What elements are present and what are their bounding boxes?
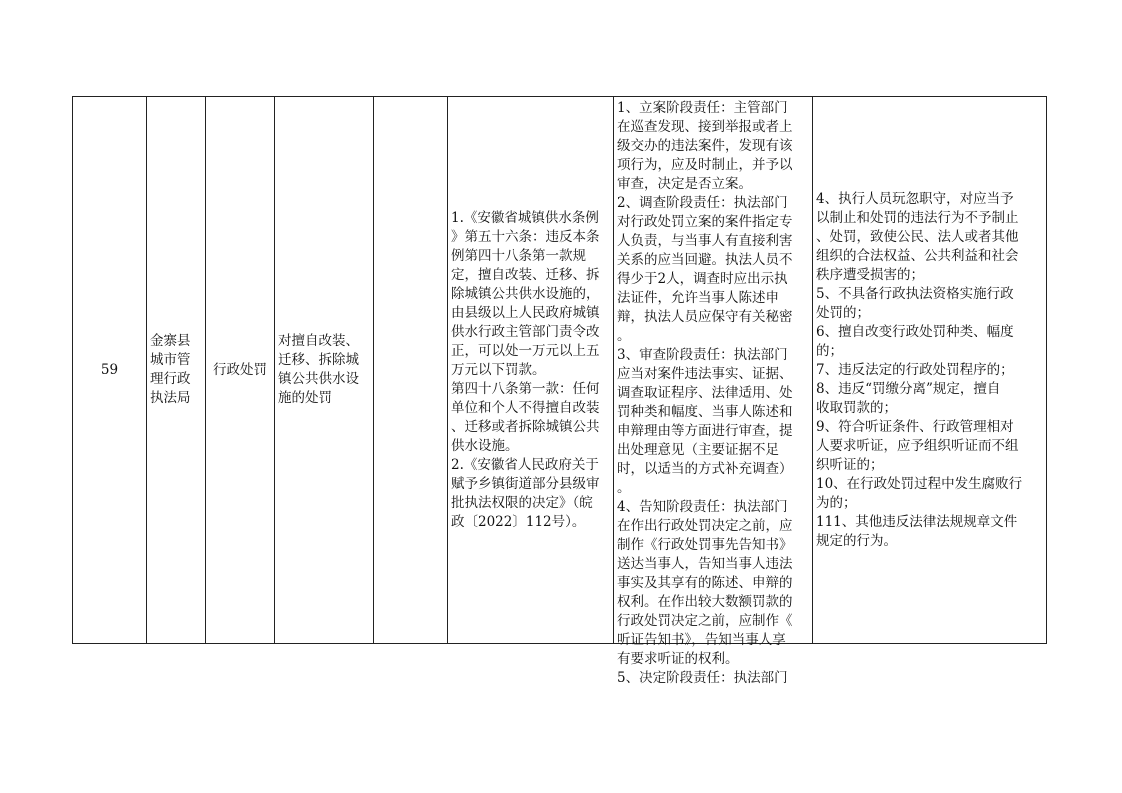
- duty-line: 权利。在作出较大数额罚款的: [617, 594, 793, 610]
- legal-basis-line: 由县级以上人民政府城镇: [451, 304, 600, 321]
- item-name-line: 施的处罚: [278, 390, 332, 406]
- accountability-line: 5、不具备行政执法资格实施行政: [816, 285, 1014, 302]
- accountability-line: 111、其他违反法律法规规章文件: [816, 513, 1018, 530]
- duty-line: 审查，决定是否立案。: [617, 176, 752, 192]
- duty-line: 。: [617, 480, 631, 496]
- duties-cell: [614, 97, 813, 686]
- legal-basis-text: [451, 209, 610, 532]
- category-cell: [206, 97, 275, 644]
- legal-basis-line: 批执法权限的决定》（皖: [451, 494, 593, 511]
- accountability-line: 组织的合法权益、公共利益和社会: [816, 247, 1019, 264]
- duty-line: 法证件，允许当事人陈述申: [617, 290, 779, 306]
- duty-line: 3、审查阶段责任：执法部门: [617, 347, 788, 363]
- legal-basis-line: 万元以下罚款。: [451, 361, 546, 378]
- department-cell: [147, 97, 206, 644]
- accountability-line: 10、在行政处罚过程中发生腐败行: [816, 475, 1023, 492]
- legal-basis-line: 赋予乡镇街道部分县级审: [451, 475, 600, 492]
- legal-basis-line: 除城镇公共供水设施的，: [451, 285, 600, 302]
- item-name-line: 镇公共供水设: [278, 371, 359, 387]
- duty-line: 听证告知书》，告知当事人享: [617, 632, 786, 648]
- row-number-cell: [73, 97, 147, 644]
- duty-line: 出处理意见（主要证据不足: [617, 442, 779, 458]
- accountability-line: 7、违反法定的行政处罚程序的；: [816, 361, 1014, 378]
- department-line: 金寨县: [150, 333, 191, 349]
- duty-line: 人负责，与当事人有直接利害: [617, 233, 793, 249]
- item-name-line: 迁移、拆除城: [278, 352, 359, 368]
- legal-basis-line: 、迁移或者拆除城镇公共: [451, 418, 600, 435]
- legal-basis-line: 定，擅自改装、迁移、拆: [451, 266, 600, 283]
- accountability-line: 的；: [816, 342, 843, 359]
- legal-basis-line: 供水设施。: [451, 437, 519, 454]
- accountability-line: 收取罚款的；: [816, 399, 897, 416]
- category-text: 行政处罚: [213, 361, 267, 378]
- legal-basis-line: 供水行政主管部门责令改: [451, 323, 600, 340]
- accountability-line: 8、违反“罚缴分离”规定，擅自: [816, 380, 1001, 397]
- accountability-line: 为的；: [816, 494, 857, 511]
- duty-line: 1、立案阶段责任：主管部门: [617, 100, 788, 116]
- accountability-line: 秩序遭受损害的；: [816, 266, 924, 283]
- duty-line: 申辩理由等方面进行审查，提: [617, 423, 793, 439]
- duty-line: 时，以适当的方式补充调查）: [617, 461, 793, 477]
- duty-line: 行政处罚决定之前，应制作《: [617, 613, 793, 629]
- duty-line: 得少于2人，调查时应出示执: [617, 271, 788, 287]
- duty-line: 调查取证程序、法律适用、处: [617, 385, 793, 401]
- accountability-line: 以制止和处罚的违法行为不予制止: [816, 209, 1019, 226]
- duty-line: 4、告知阶段责任：执法部门: [617, 499, 788, 515]
- accountability-line: 4、执行人员玩忽职守，对应当予: [816, 190, 1014, 207]
- legal-basis-line: 2.《安徽省人民政府关于: [451, 456, 599, 473]
- duty-line: 在巡查发现、接到举报或者上: [617, 119, 793, 135]
- department-line: 执法局: [150, 390, 191, 406]
- duty-line: 有要求听证的权利。: [617, 651, 739, 667]
- accountability-text: [816, 190, 1043, 551]
- legal-basis-cell: [448, 97, 614, 644]
- duty-line: 送达当事人，告知当事人违法: [617, 556, 793, 572]
- legal-basis-line: 》第五十六条：违反本条: [451, 228, 600, 245]
- accountability-line: 处罚的；: [816, 304, 870, 321]
- duty-line: 。: [617, 328, 631, 344]
- duty-line: 制作《行政处罚事先告知书》: [617, 537, 793, 553]
- authority-list-table: [72, 96, 1047, 686]
- row-number: 59: [100, 361, 119, 378]
- accountability-cell: [813, 97, 1047, 644]
- duty-line: 辩，执法人员应保守有关秘密: [617, 309, 793, 325]
- accountability-line: 9、符合听证条件、行政管理相对: [816, 418, 1014, 435]
- department-line: 城市管: [150, 352, 191, 368]
- duty-line: 项行为，应及时制止，并予以: [617, 157, 793, 173]
- legal-basis-line: 正，可以处一万元以上五: [451, 342, 600, 359]
- item-name-cell: [275, 97, 374, 644]
- duty-line: 对行政处罚立案的案件指定专: [617, 214, 793, 230]
- duty-line: 事实及其享有的陈述、申辩的: [617, 575, 793, 591]
- duty-line: 关系的应当回避。执法人员不: [617, 252, 793, 268]
- department-line: 理行政: [150, 371, 191, 387]
- accountability-line: 人要求听证，应予组织听证而不组: [816, 437, 1019, 454]
- accountability-line: 6、擅自改变行政处罚种类、幅度: [816, 323, 1014, 340]
- duty-line: 级交办的违法案件，发现有该: [617, 138, 793, 154]
- duty-line: 5、决定阶段责任：执法部门: [617, 670, 788, 686]
- legal-basis-line: 1.《安徽省城镇供水条例: [451, 209, 599, 226]
- duty-line: 应当对案件违法事实、证据、: [617, 366, 793, 382]
- duties-text: [617, 99, 809, 688]
- legal-basis-line: 第四十八条第一款：任何: [451, 380, 600, 397]
- accountability-line: 织听证的；: [816, 456, 884, 473]
- legal-basis-line: 单位和个人不得擅自改装: [451, 399, 600, 416]
- table-row: [73, 97, 1047, 644]
- accountability-line: 规定的行为。: [816, 532, 897, 549]
- duty-line: 在作出行政处罚决定之前，应: [617, 518, 793, 534]
- item-name-line: 对擅自改装、: [278, 333, 359, 349]
- accountability-line: 、处罚，致使公民、法人或者其他: [816, 228, 1019, 245]
- sub-item-cell: [374, 97, 448, 644]
- legal-basis-line: 政〔2022〕112号）。: [451, 513, 586, 530]
- duty-line: 2、调查阶段责任：执法部门: [617, 195, 788, 211]
- legal-basis-line: 例第四十八条第一款规: [451, 247, 586, 264]
- duty-line: 罚种类和幅度、当事人陈述和: [617, 404, 793, 420]
